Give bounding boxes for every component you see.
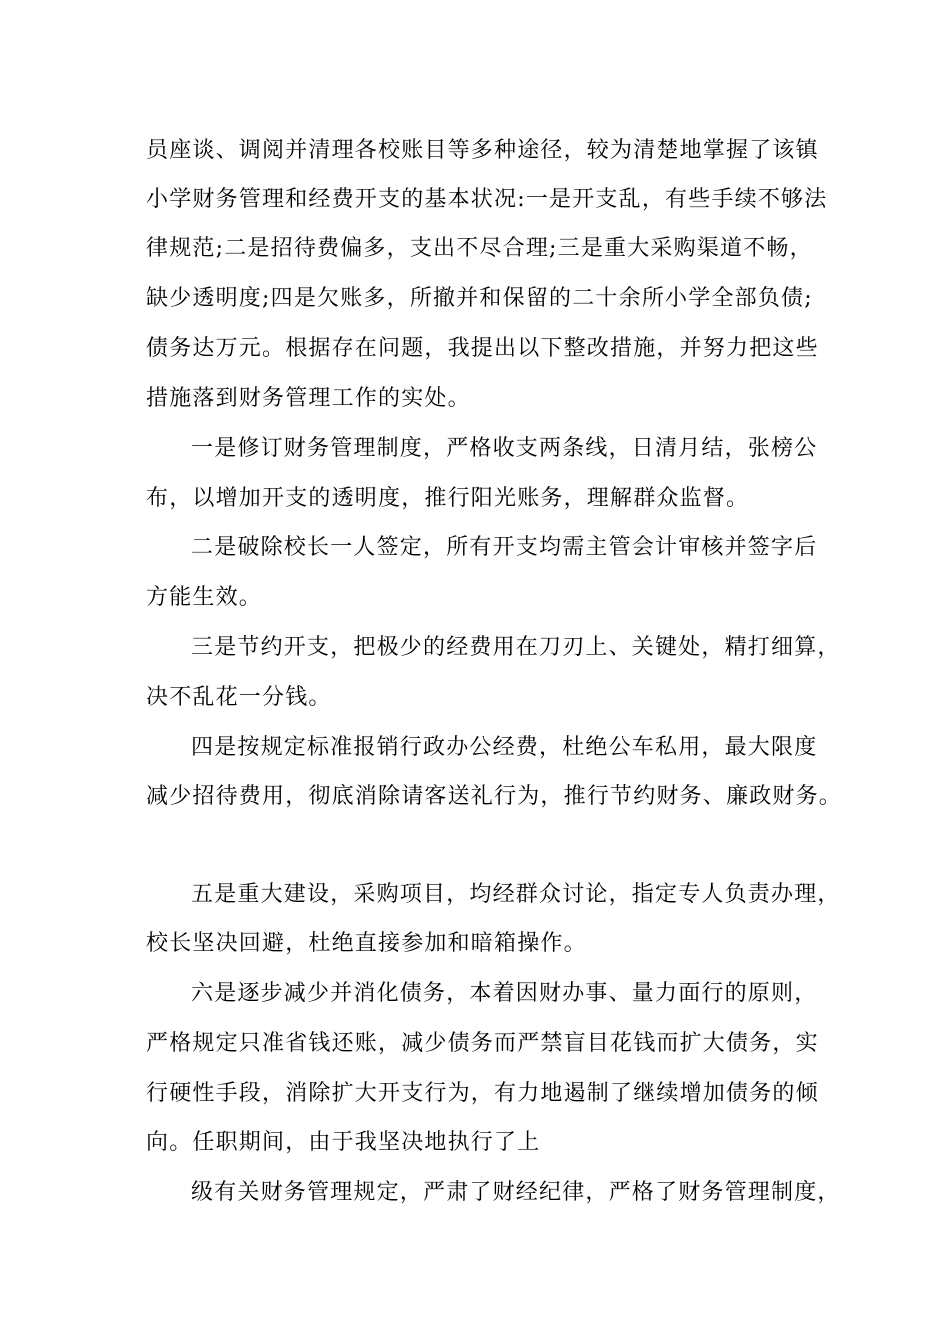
text-line: 严格规定只准省钱还账，减少债务而严禁盲目花钱而扩大债务，实	[146, 1031, 819, 1056]
paragraph-first-line: 五是重大建设，采购项目，均经群众讨论，指定专人负责办理，	[191, 882, 841, 907]
text-line: 员座谈、调阅并清理各校账目等多种途径，较为清楚地掌握了该镇	[146, 138, 819, 163]
text-line: 决不乱花一分钱。	[146, 685, 332, 710]
text-line: 布，以增加开支的透明度，推行阳光账务，理解群众监督。	[146, 486, 750, 511]
text-line: 措施落到财务管理工作的实处。	[146, 386, 471, 411]
text-line: 律规范;二是招待费偏多，支出不尽合理;三是重大采购渠道不畅，	[146, 236, 813, 261]
text-line: 向。任职期间，由于我坚决地执行了上	[146, 1130, 541, 1155]
paragraph-first-line: 二是破除校长一人签定，所有开支均需主管会计审核并签字后	[191, 535, 818, 560]
text-line: 校长坚决回避，杜绝直接参加和暗箱操作。	[146, 931, 587, 956]
text-line: 减少招待费用，彻底消除请客送礼行为，推行节约财务、廉政财务。	[146, 784, 843, 809]
text-line: 债务达万元。根据存在问题，我提出以下整改措施，并努力把这些	[146, 336, 819, 361]
text-line: 方能生效。	[146, 585, 263, 610]
text-line: 行硬性手段，消除扩大开支行为，有力地遏制了继续增加债务的倾	[146, 1081, 819, 1106]
paragraph-first-line: 六是逐步减少并消化债务，本着因财办事、量力面行的原则，	[191, 981, 818, 1006]
paragraph-first-line: 三是节约开支，把极少的经费用在刀刃上、关键处，精打细算，	[191, 635, 841, 660]
text-line: 缺少透明度;四是欠账多，所撤并和保留的二十余所小学全部负债;	[146, 286, 813, 311]
paragraph-first-line: 级有关财务管理规定，严肃了财经纪律，严格了财务管理制度，	[191, 1180, 841, 1205]
paragraph-first-line: 一是修订财务管理制度，严格收支两条线，日清月结，张榜公	[191, 436, 818, 461]
paragraph-first-line: 四是按规定标准报销行政办公经费，杜绝公车私用，最大限度	[191, 735, 818, 760]
text-line: 小学财务管理和经费开支的基本状况:一是开支乱，有些手续不够法	[146, 187, 828, 212]
